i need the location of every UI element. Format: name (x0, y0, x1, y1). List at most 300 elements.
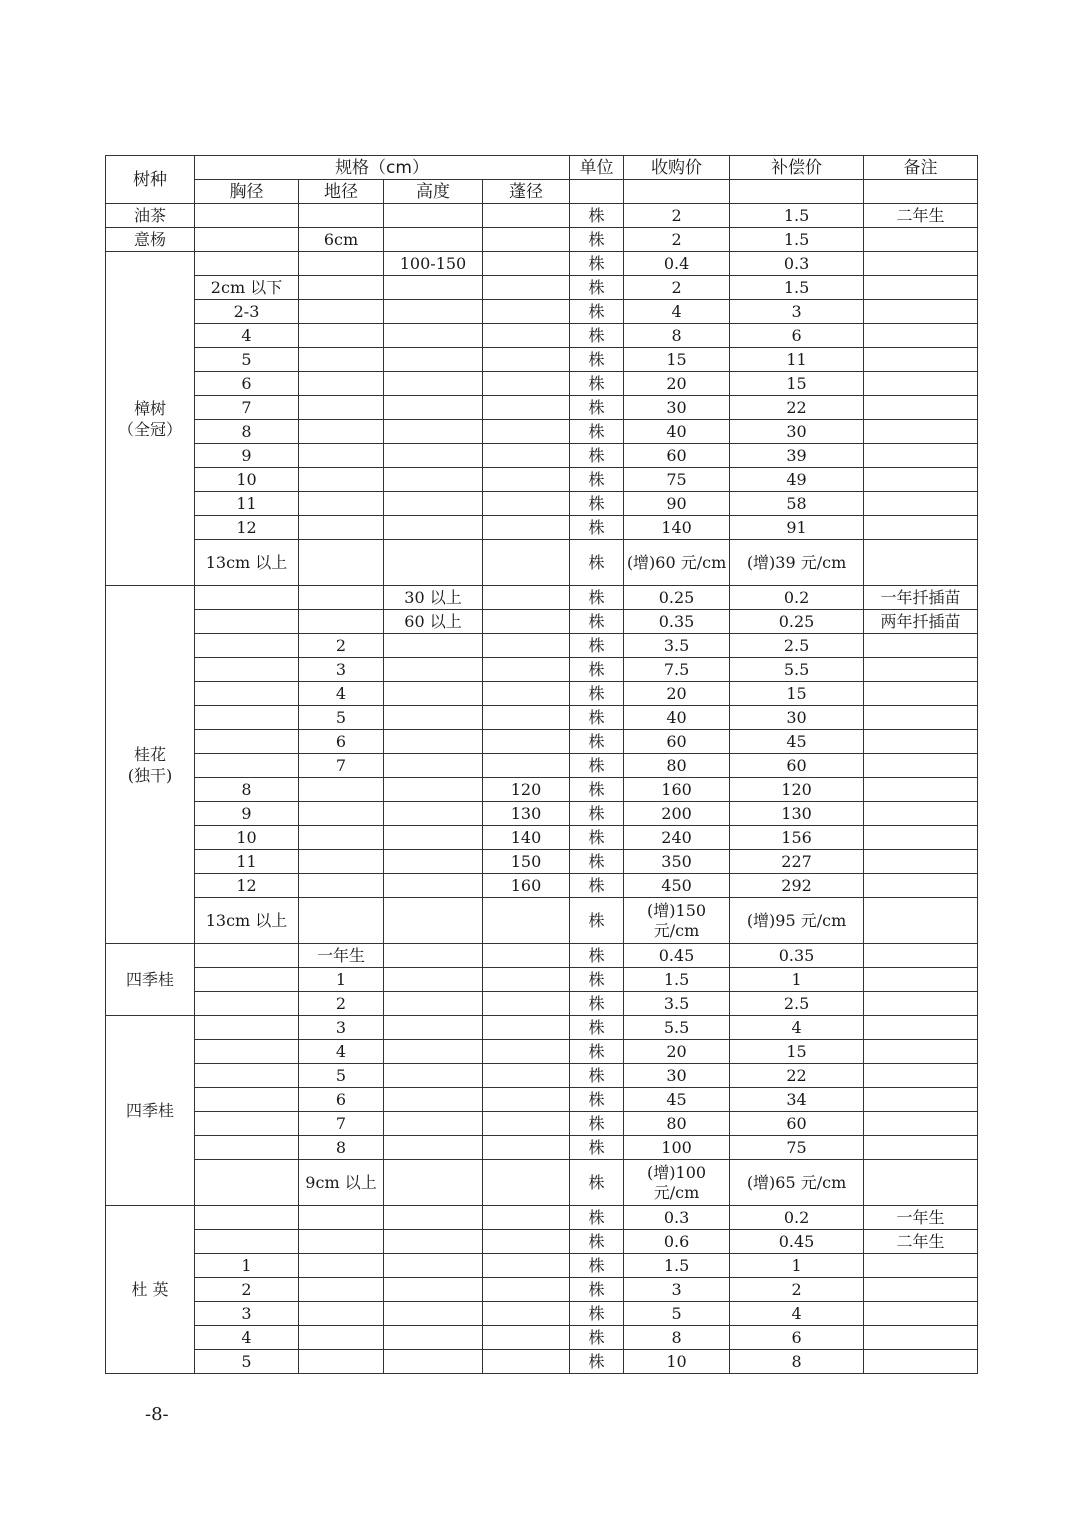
table-row (106, 468, 978, 492)
table-row (106, 1350, 978, 1374)
unit-cell: 株 (570, 874, 624, 898)
remark-cell: 两年扦插苗 (864, 610, 978, 634)
purchase-price-cell: 2 (624, 228, 730, 252)
ground-diameter-cell: 7 (299, 754, 384, 778)
compensation-price-cell: 156 (730, 826, 864, 850)
height-cell (384, 468, 483, 492)
unit-cell: 株 (570, 992, 624, 1016)
purchase-price-cell: 8 (624, 1326, 730, 1350)
ground-diameter-cell (299, 826, 384, 850)
ground-diameter-cell: 1 (299, 968, 384, 992)
height-cell (384, 826, 483, 850)
purchase-price-cell: 0.4 (624, 252, 730, 276)
compensation-price-cell: 2.5 (730, 634, 864, 658)
purchase-price-cell: 3.5 (624, 634, 730, 658)
chest-diameter-cell (195, 1088, 299, 1112)
header-purchase-price: 收购价 (624, 156, 730, 180)
unit-cell: 株 (570, 516, 624, 540)
chest-diameter-cell: 8 (195, 778, 299, 802)
height-cell (384, 300, 483, 324)
purchase-price-cell: 5 (624, 1302, 730, 1326)
chest-diameter-cell: 10 (195, 826, 299, 850)
unit-cell: 株 (570, 252, 624, 276)
crown-diameter-cell (483, 1160, 570, 1206)
compensation-price-cell: 60 (730, 1112, 864, 1136)
table-row (106, 586, 978, 610)
chest-diameter-cell (195, 706, 299, 730)
unit-cell: 株 (570, 1254, 624, 1278)
crown-diameter-cell (483, 1350, 570, 1374)
purchase-price-cell: 20 (624, 372, 730, 396)
remark-cell: 二年生 (864, 1230, 978, 1254)
table-row (106, 802, 978, 826)
table-row (106, 1326, 978, 1350)
ground-diameter-cell (299, 850, 384, 874)
purchase-price-cell: 40 (624, 706, 730, 730)
unit-cell: 株 (570, 1064, 624, 1088)
purchase-price-cell: 30 (624, 1064, 730, 1088)
ground-diameter-cell (299, 1254, 384, 1278)
compensation-price-cell: 8 (730, 1350, 864, 1374)
purchase-price-cell: 350 (624, 850, 730, 874)
chest-diameter-cell (195, 1230, 299, 1254)
purchase-price-cell: 0.35 (624, 610, 730, 634)
unit-cell: 株 (570, 492, 624, 516)
species-name: 油茶 (133, 206, 166, 225)
crown-diameter-cell (483, 1206, 570, 1230)
crown-diameter-cell (483, 586, 570, 610)
ground-diameter-cell: 7 (299, 1112, 384, 1136)
crown-diameter-cell (483, 372, 570, 396)
chest-diameter-cell (195, 1040, 299, 1064)
chest-diameter-cell: 12 (195, 516, 299, 540)
ground-diameter-cell: 6 (299, 1088, 384, 1112)
header-species: 树种 (106, 156, 195, 204)
unit-cell: 株 (570, 324, 624, 348)
table-row (106, 324, 978, 348)
table-row (106, 204, 978, 228)
purchase-price-cell: 100 (624, 1136, 730, 1160)
ground-diameter-cell: 8 (299, 1136, 384, 1160)
compensation-price-cell: 4 (730, 1016, 864, 1040)
subheader-purchase-blank (624, 180, 730, 204)
purchase-price-cell: 0.6 (624, 1230, 730, 1254)
purchase-price-cell: 3.5 (624, 992, 730, 1016)
compensation-price-cell: 15 (730, 1040, 864, 1064)
compensation-price-cell: 130 (730, 802, 864, 826)
crown-diameter-cell (483, 944, 570, 968)
height-cell (384, 540, 483, 586)
compensation-price-cell: 1.5 (730, 276, 864, 300)
purchase-price-cell: 10 (624, 1350, 730, 1374)
height-cell (384, 658, 483, 682)
unit-cell: 株 (570, 658, 624, 682)
crown-diameter-cell (483, 276, 570, 300)
crown-diameter-cell (483, 420, 570, 444)
crown-diameter-cell (483, 1064, 570, 1088)
compensation-price-cell: 1 (730, 968, 864, 992)
height-cell (384, 1230, 483, 1254)
unit-cell: 株 (570, 754, 624, 778)
ground-diameter-cell (299, 324, 384, 348)
remark-cell (864, 492, 978, 516)
compensation-price-cell: 0.2 (730, 1206, 864, 1230)
chest-diameter-cell: 2cm 以下 (195, 276, 299, 300)
header-compensation-price: 补偿价 (730, 156, 864, 180)
remark-cell (864, 1326, 978, 1350)
crown-diameter-cell (483, 1230, 570, 1254)
table-row (106, 444, 978, 468)
unit-cell: 株 (570, 850, 624, 874)
purchase-price-cell: 60 (624, 444, 730, 468)
crown-diameter-cell (483, 228, 570, 252)
purchase-price-cell: (增)150 元/cm (624, 898, 730, 944)
purchase-price-cell: 30 (624, 396, 730, 420)
unit-cell: 株 (570, 826, 624, 850)
ground-diameter-cell (299, 492, 384, 516)
chest-diameter-cell (195, 252, 299, 276)
ground-diameter-cell (299, 898, 384, 944)
purchase-price-cell: 0.3 (624, 1206, 730, 1230)
unit-cell: 株 (570, 586, 624, 610)
compensation-price-cell: 11 (730, 348, 864, 372)
purchase-price-cell: 2 (624, 204, 730, 228)
crown-diameter-cell (483, 492, 570, 516)
species-name: （全冠） (117, 419, 182, 439)
chest-diameter-cell: 13cm 以上 (195, 540, 299, 586)
purchase-price-cell: 80 (624, 754, 730, 778)
table-row (106, 706, 978, 730)
compensation-price-cell: 292 (730, 874, 864, 898)
ground-diameter-cell: 4 (299, 1040, 384, 1064)
page-number: -8- (145, 1404, 169, 1425)
table-row (106, 1254, 978, 1278)
compensation-price-cell: 6 (730, 324, 864, 348)
purchase-price-cell: 240 (624, 826, 730, 850)
unit-cell: 株 (570, 1206, 624, 1230)
remark-cell (864, 252, 978, 276)
unit-cell: 株 (570, 898, 624, 944)
compensation-price-cell: 6 (730, 1326, 864, 1350)
compensation-price-cell: 30 (730, 420, 864, 444)
crown-diameter-cell (483, 540, 570, 586)
compensation-price-cell: 75 (730, 1136, 864, 1160)
remark-cell (864, 1088, 978, 1112)
chest-diameter-cell (195, 1160, 299, 1206)
crown-diameter-cell (483, 968, 570, 992)
remark-cell (864, 516, 978, 540)
purchase-price-cell: 0.25 (624, 586, 730, 610)
compensation-price-cell: 30 (730, 706, 864, 730)
remark-cell (864, 300, 978, 324)
remark-cell (864, 850, 978, 874)
subheader-chest-diameter: 胸径 (195, 180, 299, 204)
compensation-price-cell: 34 (730, 1088, 864, 1112)
unit-cell: 株 (570, 540, 624, 586)
purchase-price-cell: 90 (624, 492, 730, 516)
table-row (106, 420, 978, 444)
subheader-crown-diameter: 蓬径 (483, 180, 570, 204)
height-cell (384, 754, 483, 778)
remark-cell (864, 658, 978, 682)
header-remarks: 备注 (864, 156, 978, 180)
purchase-price-cell: 0.45 (624, 944, 730, 968)
ground-diameter-cell (299, 1278, 384, 1302)
unit-cell: 株 (570, 1112, 624, 1136)
chest-diameter-cell: 6 (195, 372, 299, 396)
unit-cell: 株 (570, 372, 624, 396)
table-row (106, 348, 978, 372)
purchase-price-cell: 200 (624, 802, 730, 826)
height-cell (384, 992, 483, 1016)
ground-diameter-cell: 6 (299, 730, 384, 754)
purchase-price-cell: 15 (624, 348, 730, 372)
height-cell (384, 1160, 483, 1206)
table-row (106, 826, 978, 850)
species-cell (106, 252, 195, 586)
height-cell (384, 1206, 483, 1230)
unit-cell: 株 (570, 778, 624, 802)
ground-diameter-cell: 9cm 以上 (299, 1160, 384, 1206)
remark-cell (864, 468, 978, 492)
unit-cell: 株 (570, 1350, 624, 1374)
remark-cell (864, 396, 978, 420)
crown-diameter-cell: 130 (483, 802, 570, 826)
species-cell (106, 228, 195, 252)
height-cell: 60 以上 (384, 610, 483, 634)
purchase-price-cell: 80 (624, 1112, 730, 1136)
species-name: 四季桂 (125, 970, 174, 989)
height-cell (384, 1326, 483, 1350)
remark-cell (864, 1112, 978, 1136)
crown-diameter-cell (483, 754, 570, 778)
chest-diameter-cell (195, 1206, 299, 1230)
crown-diameter-cell (483, 730, 570, 754)
unit-cell: 株 (570, 468, 624, 492)
unit-cell: 株 (570, 730, 624, 754)
header-spec: 规格（cm） (195, 156, 570, 180)
table-row (106, 1112, 978, 1136)
remark-cell (864, 540, 978, 586)
compensation-price-cell: 0.35 (730, 944, 864, 968)
chest-diameter-cell (195, 634, 299, 658)
purchase-price-cell: 20 (624, 1040, 730, 1064)
ground-diameter-cell (299, 1326, 384, 1350)
crown-diameter-cell (483, 1112, 570, 1136)
table-row (106, 1016, 978, 1040)
compensation-price-cell: 5.5 (730, 658, 864, 682)
ground-diameter-cell (299, 516, 384, 540)
chest-diameter-cell: 4 (195, 1326, 299, 1350)
remark-cell (864, 276, 978, 300)
purchase-price-cell: 3 (624, 1278, 730, 1302)
crown-diameter-cell (483, 610, 570, 634)
ground-diameter-cell (299, 874, 384, 898)
compensation-price-cell: 60 (730, 754, 864, 778)
unit-cell: 株 (570, 610, 624, 634)
chest-diameter-cell: 2-3 (195, 300, 299, 324)
compensation-price-cell: (增)95 元/cm (730, 898, 864, 944)
purchase-price-cell: 20 (624, 682, 730, 706)
compensation-price-cell: (增)39 元/cm (730, 540, 864, 586)
compensation-price-cell: 22 (730, 1064, 864, 1088)
unit-cell: 株 (570, 420, 624, 444)
chest-diameter-cell: 5 (195, 348, 299, 372)
table-row (106, 1278, 978, 1302)
table-row (106, 300, 978, 324)
unit-cell: 株 (570, 1160, 624, 1206)
crown-diameter-cell (483, 706, 570, 730)
purchase-price-cell: 140 (624, 516, 730, 540)
ground-diameter-cell: 2 (299, 992, 384, 1016)
crown-diameter-cell (483, 898, 570, 944)
unit-cell: 株 (570, 444, 624, 468)
table-row (106, 252, 978, 276)
ground-diameter-cell (299, 444, 384, 468)
ground-diameter-cell (299, 468, 384, 492)
table-row (106, 992, 978, 1016)
remark-cell (864, 754, 978, 778)
crown-diameter-cell (483, 634, 570, 658)
crown-diameter-cell (483, 682, 570, 706)
ground-diameter-cell (299, 420, 384, 444)
unit-cell: 株 (570, 228, 624, 252)
unit-cell: 株 (570, 1016, 624, 1040)
height-cell (384, 1040, 483, 1064)
header-unit: 单位 (570, 156, 624, 180)
height-cell (384, 778, 483, 802)
unit-cell: 株 (570, 706, 624, 730)
compensation-price-cell: 22 (730, 396, 864, 420)
ground-diameter-cell (299, 396, 384, 420)
height-cell (384, 324, 483, 348)
species-name: 意杨 (133, 230, 166, 249)
table-row (106, 1206, 978, 1230)
unit-cell: 株 (570, 968, 624, 992)
chest-diameter-cell: 5 (195, 1350, 299, 1374)
compensation-price-cell: 1.5 (730, 228, 864, 252)
remark-cell (864, 706, 978, 730)
remark-cell (864, 826, 978, 850)
chest-diameter-cell: 11 (195, 850, 299, 874)
compensation-price-cell: 49 (730, 468, 864, 492)
species-cell (106, 1206, 195, 1374)
height-cell (384, 1112, 483, 1136)
chest-diameter-cell: 7 (195, 396, 299, 420)
purchase-price-cell: 2 (624, 276, 730, 300)
compensation-price-cell: 2.5 (730, 992, 864, 1016)
ground-diameter-cell (299, 204, 384, 228)
crown-diameter-cell (483, 324, 570, 348)
height-cell (384, 1016, 483, 1040)
species-name: (独干) (127, 765, 173, 785)
remark-cell (864, 1064, 978, 1088)
purchase-price-cell: 450 (624, 874, 730, 898)
subheader-compensation-blank (730, 180, 864, 204)
compensation-price-cell: 15 (730, 682, 864, 706)
table-row (106, 228, 978, 252)
ground-diameter-cell (299, 348, 384, 372)
ground-diameter-cell (299, 1350, 384, 1374)
table-row (106, 1136, 978, 1160)
crown-diameter-cell (483, 300, 570, 324)
height-cell (384, 968, 483, 992)
table-row (106, 372, 978, 396)
ground-diameter-cell (299, 1302, 384, 1326)
crown-diameter-cell: 120 (483, 778, 570, 802)
unit-cell: 株 (570, 682, 624, 706)
crown-diameter-cell: 140 (483, 826, 570, 850)
height-cell (384, 706, 483, 730)
table-row (106, 778, 978, 802)
crown-diameter-cell: 150 (483, 850, 570, 874)
remark-cell (864, 730, 978, 754)
crown-diameter-cell (483, 1136, 570, 1160)
compensation-price-cell: (增)65 元/cm (730, 1160, 864, 1206)
ground-diameter-cell (299, 1206, 384, 1230)
table-row (106, 874, 978, 898)
ground-diameter-cell: 5 (299, 1064, 384, 1088)
chest-diameter-cell: 12 (195, 874, 299, 898)
crown-diameter-cell (483, 992, 570, 1016)
remark-cell (864, 1302, 978, 1326)
chest-diameter-cell (195, 586, 299, 610)
compensation-price-cell: 1.5 (730, 204, 864, 228)
remark-cell (864, 1016, 978, 1040)
crown-diameter-cell (483, 658, 570, 682)
compensation-price-cell: 4 (730, 1302, 864, 1326)
crown-diameter-cell (483, 1088, 570, 1112)
purchase-price-cell: 60 (624, 730, 730, 754)
unit-cell: 株 (570, 204, 624, 228)
crown-diameter-cell (483, 348, 570, 372)
ground-diameter-cell: 3 (299, 658, 384, 682)
purchase-price-cell: 1.5 (624, 1254, 730, 1278)
remark-cell (864, 874, 978, 898)
compensation-price-cell: 15 (730, 372, 864, 396)
chest-diameter-cell (195, 1016, 299, 1040)
remark-cell: 二年生 (864, 204, 978, 228)
unit-cell: 株 (570, 396, 624, 420)
unit-cell: 株 (570, 1326, 624, 1350)
chest-diameter-cell (195, 730, 299, 754)
table-row (106, 1302, 978, 1326)
height-cell (384, 1350, 483, 1374)
remark-cell (864, 898, 978, 944)
height-cell (384, 204, 483, 228)
crown-diameter-cell (483, 1254, 570, 1278)
height-cell (384, 1088, 483, 1112)
unit-cell: 株 (570, 348, 624, 372)
ground-diameter-cell (299, 540, 384, 586)
table-row (106, 850, 978, 874)
species-name: 杜 英 (131, 1280, 169, 1299)
table-body (106, 204, 978, 1374)
remark-cell: 一年生 (864, 1206, 978, 1230)
crown-diameter-cell (483, 1040, 570, 1064)
compensation-price-cell: 58 (730, 492, 864, 516)
subheader-remarks-blank (864, 180, 978, 204)
ground-diameter-cell: 6cm (299, 228, 384, 252)
chest-diameter-cell: 2 (195, 1278, 299, 1302)
table-row (106, 1160, 978, 1206)
table-row (106, 492, 978, 516)
purchase-price-cell: 5.5 (624, 1016, 730, 1040)
chest-diameter-cell (195, 658, 299, 682)
species-name: 桂花 (133, 744, 166, 764)
height-cell (384, 682, 483, 706)
remark-cell (864, 1254, 978, 1278)
